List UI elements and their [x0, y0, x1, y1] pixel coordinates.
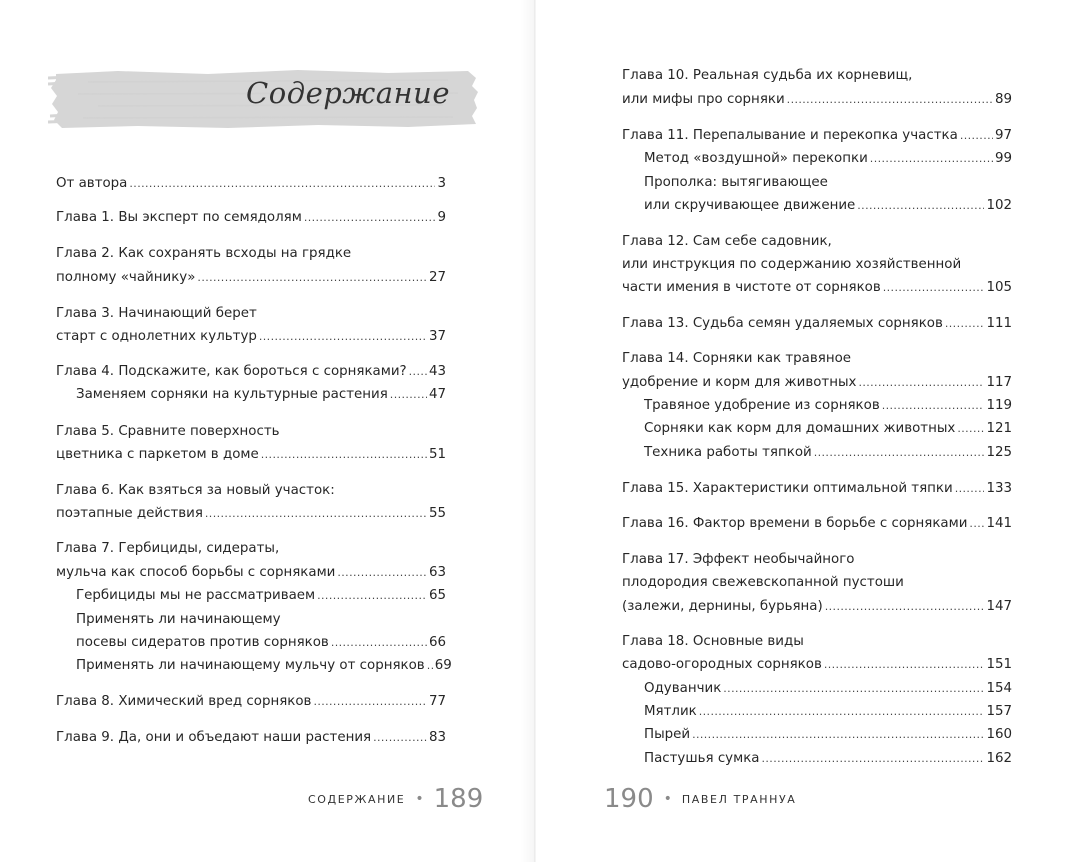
dot-leader [317, 586, 427, 606]
toc-entry-title: От автора [56, 176, 128, 191]
toc-entry-title: полному «чайнику» [56, 270, 196, 285]
left-footer [308, 782, 483, 816]
gutter-shadow [520, 0, 534, 862]
toc-entry-title: части имения в чистоте от сорняков [622, 280, 881, 295]
toc-entry [622, 349, 1012, 369]
toc-entry-title: Техника работы тяпкой [644, 445, 812, 460]
toc-entry [622, 66, 1012, 86]
toc-entry-title: или скручивающее движение [644, 198, 856, 213]
toc-entry-title: Прополка: вытягивающее [644, 175, 828, 190]
toc-entry-title: Сорняки как корм для домашних животных [644, 421, 956, 436]
dot-leader [945, 314, 985, 334]
toc-entry-title: Глава 1. Вы эксперт по семядолям [56, 210, 302, 225]
page-number: 190 [604, 784, 654, 814]
toc-entry-title: или инструкция по содержанию хозяйственной [622, 257, 962, 272]
bullet-separator: • [663, 791, 672, 807]
toc-entry-title: (залежи, дернины, бурьяна) [622, 599, 823, 614]
toc-page-number: 63 [428, 565, 446, 580]
dot-leader [857, 196, 984, 216]
toc-entry [56, 481, 446, 501]
toc-entry-title: Глава 3. Начинающий берет [56, 306, 257, 321]
toc-entry-title: Глава 7. Гербициды, сидераты, [56, 541, 280, 556]
toc-entry-title: цветника с паркетом в доме [56, 447, 259, 462]
toc-page-number: 105 [986, 280, 1012, 295]
toc-entry-title: старт с однолетних культур [56, 329, 257, 344]
toc-entry [622, 314, 1012, 334]
toc-entry-title: Глава 11. Перепалывание и перекопка участка [622, 128, 958, 143]
toc-entry-title: Глава 5. Сравните поверхность [56, 424, 280, 439]
toc-page-number: 47 [428, 387, 446, 402]
toc-page-number: 69 [434, 658, 452, 673]
toc-entry [76, 610, 446, 630]
dot-leader [723, 679, 984, 699]
toc-entry-title: Глава 9. Да, они и объедают наши растения [56, 730, 372, 745]
toc-page-number: 117 [986, 375, 1012, 390]
toc-entry [622, 597, 1012, 617]
toc-page-number: 133 [986, 481, 1012, 496]
right-footer [604, 782, 796, 816]
bullet-separator: • [415, 791, 424, 807]
toc-entry [622, 514, 1012, 534]
toc-entry [56, 504, 446, 524]
toc-entry [56, 563, 446, 583]
dot-leader [825, 597, 985, 617]
dot-leader [129, 174, 435, 194]
dot-leader [261, 445, 427, 465]
toc-page-number: 141 [986, 516, 1012, 531]
toc-entry [56, 304, 446, 324]
toc-entry [644, 149, 1012, 169]
toc-entry-title: Метод «воздушной» перекопки [644, 151, 868, 166]
dot-leader [870, 149, 993, 169]
toc-entry [56, 422, 446, 442]
dot-leader [304, 208, 436, 228]
toc-entry-title: Применять ли начинающему мульчу от сорняков [76, 658, 425, 673]
toc-entry-title: Пастушья сумка [644, 751, 760, 766]
dot-leader [824, 655, 985, 675]
toc-entry [622, 278, 1012, 298]
toc-entry-title: Травяное удобрение из сорняков [644, 398, 880, 413]
toc-entry [56, 728, 446, 748]
toc-page-number: 65 [428, 588, 446, 603]
toc-entry [56, 208, 446, 228]
toc-entry [76, 633, 446, 653]
toc-entry [644, 173, 1012, 193]
dot-leader [692, 725, 984, 745]
toc-page-number: 43 [428, 364, 446, 379]
toc-entry [56, 174, 446, 194]
toc-entry-title: Гербициды мы не рассматриваем [76, 588, 316, 603]
toc-entry [644, 419, 1012, 439]
toc-entry [76, 586, 446, 606]
dot-leader [814, 443, 985, 463]
toc-page-number: 83 [428, 730, 446, 745]
dot-leader [427, 656, 433, 676]
toc-page-number: 102 [986, 198, 1012, 213]
dot-leader [699, 702, 985, 722]
dot-leader [882, 396, 985, 416]
toc-entry [622, 632, 1012, 652]
dot-leader [969, 514, 984, 534]
toc-entry [56, 244, 446, 264]
toc-entry-title: Глава 8. Химический вред сорняков [56, 694, 312, 709]
toc-entry [622, 373, 1012, 393]
toc-entry-title: удобрение и корм для животных [622, 375, 857, 390]
toc-entry [644, 702, 1012, 722]
toc-entry-title: Глава 6. Как взяться за новый участок: [56, 483, 335, 498]
toc-page-number: 3 [437, 176, 446, 191]
toc-entry-title: Глава 17. Эффект необычайного [622, 552, 855, 567]
toc-page-number: 89 [994, 92, 1012, 107]
toc-page-number: 154 [986, 681, 1012, 696]
toc-entry-title: садово-огородных сорняков [622, 657, 822, 672]
toc-entry-title: Заменяем сорняки на культурные растения [76, 387, 388, 402]
toc-page-number: 160 [986, 727, 1012, 742]
dot-leader [197, 268, 427, 288]
toc-page-number: 111 [986, 316, 1012, 331]
dot-leader [787, 90, 993, 110]
toc-entry [622, 90, 1012, 110]
toc-entry [622, 126, 1012, 146]
running-head-label: ПАВЕЛ ТРАННУА [681, 792, 797, 806]
toc-entry [644, 443, 1012, 463]
toc-page-number: 51 [428, 447, 446, 462]
dot-leader [313, 692, 427, 712]
toc-entry [56, 268, 446, 288]
toc-page-number: 37 [428, 329, 446, 344]
toc-page-number: 77 [428, 694, 446, 709]
dot-leader [858, 373, 984, 393]
toc-entry [644, 749, 1012, 769]
toc-entry [644, 196, 1012, 216]
toc-entry-title: Мятлик [644, 704, 697, 719]
dot-leader [409, 362, 427, 382]
toc-entry [76, 656, 452, 676]
toc-entry-title: Глава 18. Основные виды [622, 634, 804, 649]
toc-page-number: 121 [986, 421, 1012, 436]
toc-entry [56, 539, 446, 559]
toc-entry-title: Глава 12. Сам себе садовник, [622, 234, 832, 249]
dot-leader [883, 278, 985, 298]
toc-page-number: 125 [986, 445, 1012, 460]
toc-page-number: 27 [428, 270, 446, 285]
toc-entry-title: Глава 4. Подскажите, как бороться с сорняками? [56, 364, 407, 379]
toc-entry [76, 385, 446, 405]
toc-page-number: 99 [994, 151, 1012, 166]
title-block [48, 68, 478, 130]
running-head-label: СОДЕРЖАНИЕ [308, 792, 406, 806]
toc-entry [56, 362, 446, 382]
dot-leader [205, 504, 427, 524]
toc-page-number: 9 [437, 210, 446, 225]
toc-entry-title: Глава 14. Сорняки как травяное [622, 351, 852, 366]
toc-page-number: 151 [986, 657, 1012, 672]
toc-entry [622, 655, 1012, 675]
toc-entry [56, 327, 446, 347]
toc-entry-title: Глава 15. Характеристики оптимальной тяпки [622, 481, 953, 496]
dot-leader [955, 479, 985, 499]
toc-entry-title: или мифы про сорняки [622, 92, 785, 107]
book-gutter [534, 0, 536, 862]
toc-entry [644, 679, 1012, 699]
dot-leader [390, 385, 427, 405]
toc-entry-title: Пырей [644, 727, 691, 742]
toc-page-number: 162 [986, 751, 1012, 766]
toc-entry [622, 255, 1012, 275]
toc-page-number: 55 [428, 506, 446, 521]
toc-entry [622, 232, 1012, 252]
toc-entry [56, 445, 446, 465]
toc-entry [644, 396, 1012, 416]
toc-page-number: 157 [986, 704, 1012, 719]
toc-page-number: 119 [986, 398, 1012, 413]
toc-entry-title: Глава 16. Фактор времени в борьбе с сорняками [622, 516, 968, 531]
toc-page-number: 147 [986, 599, 1012, 614]
toc-entry-title: Глава 13. Судьба семян удаляемых сорняков [622, 316, 943, 331]
dot-leader [762, 749, 985, 769]
toc-entry [622, 573, 1012, 593]
toc-entry-title: плодородия свежевскопанной пустоши [622, 575, 904, 590]
dot-leader [331, 633, 427, 653]
toc-entry-title: Одуванчик [644, 681, 722, 696]
dot-leader [957, 419, 984, 439]
toc-entry-title: Применять ли начинающему [76, 612, 281, 627]
page-number: 189 [433, 784, 484, 814]
toc-entry-title: мульча как способ борьбы с сорняками [56, 565, 336, 580]
dot-leader [373, 728, 427, 748]
toc-page-number: 66 [428, 635, 446, 650]
toc-page-number: 97 [994, 128, 1012, 143]
toc-entry-title: Глава 2. Как сохранять всходы на грядке [56, 246, 352, 261]
toc-entry [56, 692, 446, 712]
toc-entry [644, 725, 1012, 745]
toc-entry [622, 550, 1012, 570]
toc-entry-title: посевы сидератов против сорняков [76, 635, 329, 650]
toc-entry [622, 479, 1012, 499]
page-title: Содержание [246, 76, 450, 110]
dot-leader [337, 563, 427, 583]
toc-entry-title: поэтапные действия [56, 506, 203, 521]
toc-entry-title: Глава 10. Реальная судьба их корневищ, [622, 68, 913, 83]
dot-leader [960, 126, 993, 146]
dot-leader [259, 327, 427, 347]
